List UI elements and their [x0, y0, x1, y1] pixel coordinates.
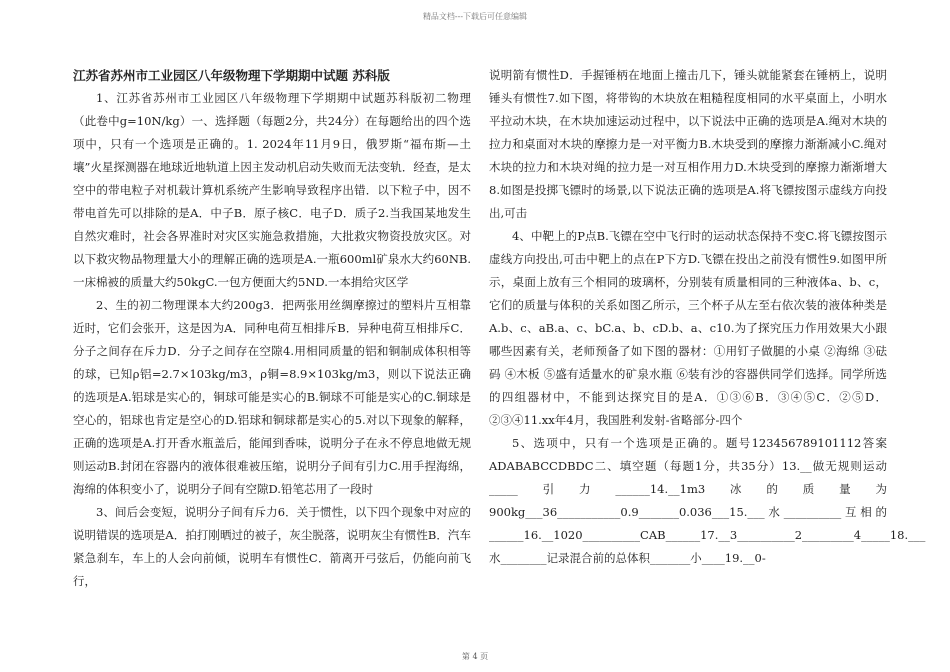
paragraph: 1、江苏省苏州市工业园区八年级物理下学期期中试题苏科版初二物理（此卷中g=10N/kg）一、选择题（每题2分，共24分）在每题给出的四个选项中，只有一个选项是正确的。1. 2024年11月9日，俄罗斯“福布斯—土壤”火星探测器在地球近地轨道上因主发动机启动失败而无法变轨．经查，是太空中的带电粒子对机载计算机系统产生影响导致程序出错．以下粒子中，因不带电首先可以排除的是A．中子B．原子核C．电子D．质子2.当我国某地发生自然灾难时，社会各界准时对灾区实施急救措施，大批救灾物资投放灾区。对以下救灾物品物理量大小的理解正确的选项是A.一瓶600ml矿泉水大约60NB.一床棉被的质量大约50kgC.一包方便面大约5ND.一本捐给灾区学 — [73, 91, 471, 289]
left-column — [73, 64, 471, 593]
page-number: 第 4 页 — [461, 652, 489, 661]
document-title: 江苏省苏州市工业园区八年级物理下学期期中试题 苏科版 — [73, 68, 390, 83]
paragraph: 说明箭有惯性D．手握锤柄在地面上撞击几下，锤头就能紧套在锤柄上，说明锤头有惯性7.如下图，将带钩的木块放在粗糙程度相同的水平桌面上，小明水平拉动木块，在木块加速运动过程中，以下说法中正确的选项是A.绳对木块的拉力和桌面对木块的摩擦力是一对平衡力B.木块受到的摩擦力渐渐减小C.绳对木块的拉力和木块对绳的拉力是一对互相作用力D.木块受到的摩擦力渐渐增大8.如图是投掷飞镖时的场景,以下说法正确的选项是A.将飞镖按图示虚线方向投出,可击 — [489, 68, 887, 220]
paragraph: 4、中靶上的P点B.飞镖在空中飞行时的运动状态保持不变C.将飞镖按图示虚线方向投出,可击中靶上的点在P下方D.飞镖在投出之前没有惯性9.如图甲所示，桌面上放有三个相同的玻璃杯，分别装有质量相同的三种液体a、b、c，它们的质量与体积的关系如图乙所示，三个杯子从左至右依次装的液体种类是A.b、c、aB.a、c、bC.a、b、cD.b、a、c10.为了探究压力作用效果大小跟哪些因素有关，老师预备了如下图的器材：①用钉子做腿的小桌 ②海绵 ③砝码 ④木板 ⑤盛有适量水的矿泉水瓶 ⑥装有沙的容器供同学们选择。同学所选的四组器材中，不能到达探究目的是A．①③⑥B．③④⑤C．②⑤D．②③④11.xx年4月，我国胜利发射-省略部分-四个 — [489, 229, 887, 427]
paragraph: 5、选项中，只有一个选项是正确的。题号123456789101112答案ADABABCCDBDC二、填空题（每题1分，共35分）13.__做无规则运动_____引力______14.__1m3冰的质量为900kg___36___________0.9_______0.036___15.___水__________互相的______16.__1020__________CAB______17.__3__________2_________4_____18.___水________记录混合前的总体积_______小____19.__0- — [489, 436, 926, 565]
paragraph: 2、生的初二物理课本大约200g3．把两张用丝绸摩擦过的塑料片互相靠近时，它们会张开，这是因为A．同种电荷互相排斥B．异种电荷互相排斥C．分子之间存在斥力D．分子之间存在空隙4.用相同质量的铝和铜制成体积相等的球，已知ρ铝=2.7×103kg/m3，ρ铜=8.9×103kg/m3，则以下说法正确的选项是A.铝球是实心的，铜球可能是实心的B.铜球不可能是实心的C.铜球是空心的，铝球也肯定是空心的D.铝球和铜球都是实心的5.对以下现象的解释，正确的选项是A.打开香水瓶盖后，能闻到香味，说明分子在永不停息地做无规则运动B.封闭在容器内的液体很难被压缩，说明分子间有引力C.用手捏海绵，海绵的体积变小了，说明分子间有空隙D.铅笔芯用了一段时 — [73, 298, 471, 496]
paragraph: 3、间后会变短，说明分子间有斥力6．关于惯性，以下四个现象中对应的说明错误的选项是A．拍打刚晒过的被子，灰尘脱落，说明灰尘有惯性B．汽车紧急刹车，车上的人会向前倾，说明车有惯性C．箭离开弓弦后，仍能向前飞行， — [73, 505, 471, 588]
page-header: 精品文档---下载后可任意编辑 — [422, 12, 528, 21]
right-column — [489, 64, 926, 570]
